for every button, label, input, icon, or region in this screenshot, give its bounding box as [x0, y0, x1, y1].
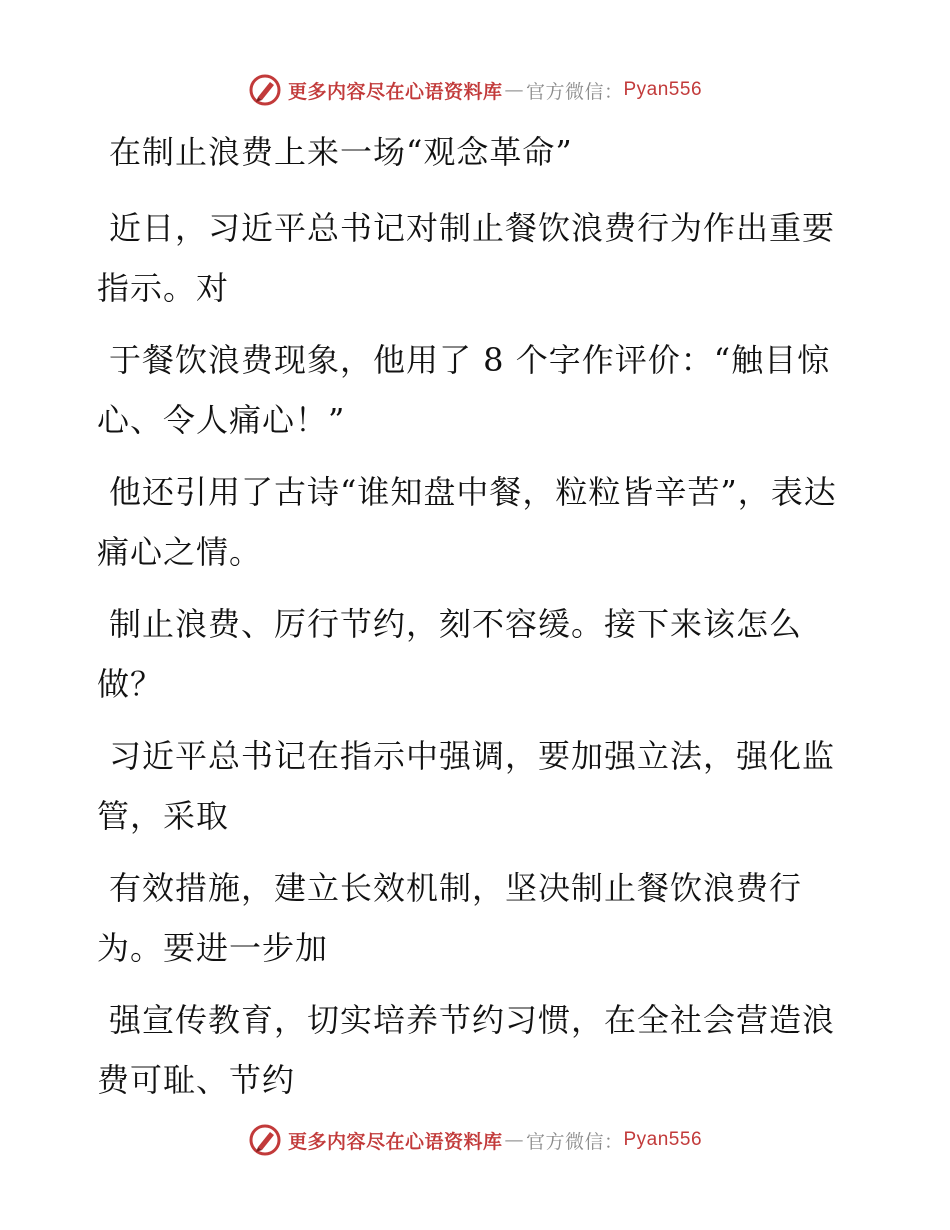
paragraph: 有效措施，建立长效机制，坚决制止餐饮浪费行为。要进一步加 [97, 869, 803, 967]
banner-main-text: 更多内容尽在心语资料库 [287, 1130, 503, 1153]
banner-text [288, 77, 702, 104]
banner-dash: — [504, 79, 524, 101]
header-banner [0, 70, 950, 110]
paragraph: 近日，习近平总书记对制止餐饮浪费行为作出重要指示。对 [97, 209, 836, 307]
banner-text [288, 1127, 702, 1154]
banner-main-text: 更多内容尽在心语资料库 [287, 80, 503, 103]
banner-wechat-id: Pyan556 [623, 79, 703, 100]
paragraph: 于餐饮浪费现象，他用了 8 个字作评价：“触目惊心、令人痛心！” [97, 341, 831, 439]
banner-wechat-label: 官方微信： [525, 80, 624, 103]
paragraph: 习近平总书记在指示中强调，要加强立法，强化监管，采取 [97, 737, 836, 835]
document-title: 在制止浪费上来一场“观念革命” [109, 133, 573, 171]
paragraph: 强宣传教育，切实培养节约习惯，在全社会营造浪费可耻、节约 [97, 1001, 836, 1099]
banner-wechat-label: 官方微信： [525, 1130, 624, 1153]
footer-banner [0, 1120, 950, 1160]
paragraph: 制止浪费、厉行节约，刻不容缓。接下来该怎么做？ [97, 605, 803, 703]
document-body [97, 122, 857, 1122]
banner-dash: — [504, 1129, 524, 1151]
paragraph: 他还引用了古诗“谁知盘中餐，粒粒皆辛苦”，表达痛心之情。 [97, 473, 837, 571]
banner-wechat-id: Pyan556 [623, 1129, 703, 1150]
logo-icon [248, 1123, 282, 1157]
logo-icon [248, 73, 282, 107]
